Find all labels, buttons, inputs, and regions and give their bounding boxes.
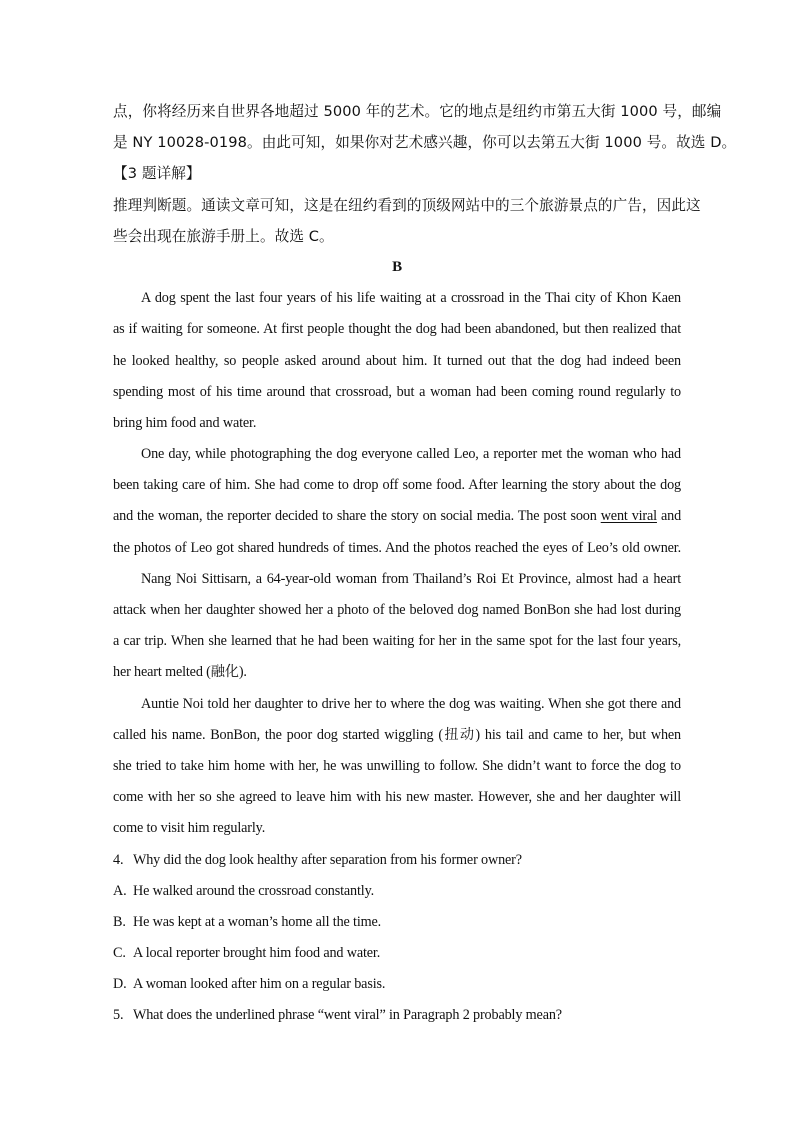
option-text: A woman looked after him on a regular basis.	[133, 976, 386, 993]
explanation-line-2: 是 NY 10028-0198。由此可知，如果你对艺术感兴趣，你可以去第五大街 1000 号。故选 D。	[113, 134, 737, 152]
option-letter: D.	[113, 976, 127, 993]
option-letter: A.	[113, 882, 127, 899]
paragraph-1	[113, 283, 681, 439]
question-5	[113, 1000, 681, 1031]
paragraph-4-line: come with her so she agreed to leave him with his new master. However, she and her daughter will	[113, 789, 681, 806]
question-3-detail-heading: 【3 题详解】	[113, 165, 201, 183]
paragraph-4-line: she tried to take him home with her, he was unwilling to follow. She didn’t want to force the dog to	[113, 757, 681, 774]
option-letter: B.	[113, 913, 126, 930]
paragraph-1-line: spending most of his time around that crossroad, but a woman had been coming round regularly to	[113, 383, 681, 400]
question-5-stem	[113, 1000, 681, 1031]
question-number: 4.	[113, 851, 124, 868]
paragraph-2	[113, 439, 681, 564]
option-c	[113, 938, 681, 969]
question-text: Why did the dog look healthy after separation from his former owner?	[133, 851, 522, 868]
paragraph-1-line: bring him food and water.	[113, 414, 257, 431]
option-a	[113, 876, 681, 907]
question-number: 5.	[113, 1007, 124, 1024]
paragraph-2-line	[113, 501, 681, 532]
paragraph-2-line: been taking care of him. She had come to drop off some food. After learning the story about the dog	[113, 477, 681, 494]
paragraph-1-line: as if waiting for someone. At first people thought the dog had been abandoned, but then realized that	[113, 321, 681, 338]
question-3-detail-line-1: 推理判断题。通读文章可知，这是在纽约看到的顶级网站中的三个旅游景点的广告，因此这	[113, 196, 701, 214]
option-b	[113, 907, 681, 938]
paragraph-4	[113, 689, 681, 845]
paragraph-2-line: the photos of Leo got shared hundreds of times. And the photos reached the eyes of Leo’s old owner.	[113, 539, 681, 556]
paragraph-3-line: Nang Noi Sittisarn, a 64-year-old woman from Thailand’s Roi Et Province, almost had a heart	[141, 570, 681, 587]
option-text: A local reporter brought him food and water.	[133, 945, 381, 962]
explanation-line-1: 点，你将经历来自世界各地超过 5000 年的艺术。它的地点是纽约市第五大街 1000 号，邮编	[113, 103, 722, 120]
option-letter: C.	[113, 945, 126, 962]
paragraph-4-line: Auntie Noi told her daughter to drive her to where the dog was waiting. When she got there and	[141, 695, 681, 712]
paragraph-3-line: her heart melted (融化).	[113, 664, 247, 681]
paragraph-1-line: A dog spent the last four years of his life waiting at a crossroad in the Thai city of Khon Kaen	[141, 290, 681, 307]
option-text: He walked around the crossroad constantly.	[133, 882, 374, 899]
document-page	[113, 96, 737, 1032]
section-title: B	[392, 258, 402, 275]
paragraph-4-line: called his name. BonBon, the poor dog started wiggling (扭动) his tail and came to her, but when	[113, 726, 681, 743]
paragraph-2-line: One day, while photographing the dog everyone called Leo, a reporter met the woman who had	[141, 446, 681, 463]
paragraph-3-line: a car trip. When she learned that he had been waiting for her in the same spot for the last four years,	[113, 633, 681, 650]
paragraph-3-line: attack when her daughter showed her a photo of the beloved dog named BonBon she had lost during	[113, 602, 681, 618]
paragraph-2-text: and the woman, the reporter decided to share the story on social media. The post soon	[113, 508, 601, 525]
question-3-detail-line-2: 些会出现在旅游手册上。故选 C。	[113, 227, 334, 245]
question-4-stem	[113, 845, 681, 876]
paragraph-3	[113, 564, 681, 689]
paragraph-2-text: and	[656, 508, 682, 525]
option-text: He was kept at a woman’s home all the time.	[133, 913, 382, 930]
paragraph-1-line: he looked healthy, so people asked around about him. It turned out that the dog had indeed been	[113, 352, 681, 369]
question-text: What does the underlined phrase “went viral” in Paragraph 2 probably mean?	[133, 1007, 562, 1024]
underlined-phrase: went viral	[600, 508, 657, 525]
question-4	[113, 845, 681, 1001]
option-d	[113, 969, 681, 1000]
paragraph-4-line: come to visit him regularly.	[113, 820, 266, 837]
